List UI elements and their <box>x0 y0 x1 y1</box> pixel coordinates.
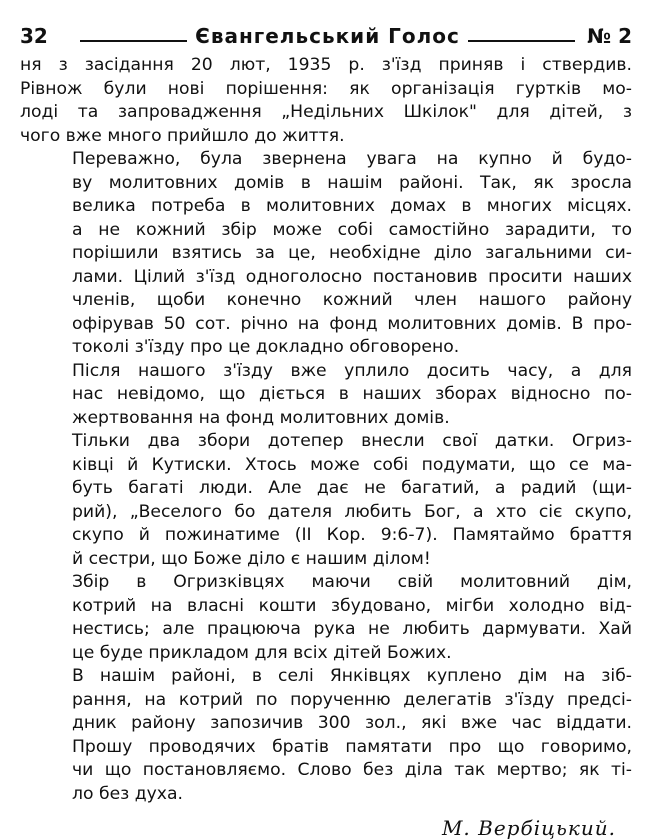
text-line: дник району запозичив 300 зол., які вже час віддати. <box>72 713 632 733</box>
text-line: Рівнож були нові порішення: як організація гуртків мо- <box>20 78 632 99</box>
text-line: велика потреба в молитовних домах в многих місцях. <box>72 196 632 216</box>
journal-title: Євангельський Голос <box>195 24 460 48</box>
text-line: буть багаті люди. Але дає не багатий, а радий (щи- <box>72 478 632 498</box>
text-line: Прошу проводячих братів памятати про що говоримо, <box>72 736 632 757</box>
text-line: рання, на котрий по порученню делегатів з'їзду предсі- <box>72 689 632 710</box>
page-header <box>20 18 632 48</box>
text-line: а не кожний збір може собі самостійно зарадити, то <box>72 219 632 240</box>
paragraph <box>20 571 632 665</box>
text-line: членів, щоби конечно кожний член нашого району <box>72 290 632 310</box>
text-line: й сестри, що Боже діло є нашим ділом! <box>72 548 431 569</box>
text-line: Після нашого з'їзду вже уплило досить часу, а для <box>72 360 632 381</box>
text-line: ву молитовних домів в нашім районі. Так, як зросла <box>72 172 632 193</box>
text-line: нас невідомо, що діється в наших зборах відносно по- <box>72 384 632 404</box>
header-rule-left <box>80 40 187 42</box>
text-line: Переважно, була звернена увага на купно й будо- <box>72 149 632 169</box>
signature: М. Вербіцький. <box>441 816 616 840</box>
text-line: чого вже много прийшло до життя. <box>20 125 345 146</box>
text-line: скупо й пожинатиме (II Кор. 9:6-7). Памятаймо браття <box>72 525 632 545</box>
paragraph <box>20 665 632 806</box>
page-number: 32 <box>20 24 48 48</box>
text-line: офірував 50 сот. річно на фонд молитовних домів. В про- <box>72 313 632 334</box>
article-body <box>20 54 632 806</box>
issue-number: № 2 <box>587 24 632 48</box>
paragraph <box>20 430 632 571</box>
text-line: порішили взятись за це, необхідне діло загальними си- <box>72 243 632 263</box>
text-line: В нашім районі, в селі Янківцях куплено дім на зіб- <box>72 666 632 686</box>
text-line: нестись; але працююча рука не любить дармувати. Хай <box>72 619 632 639</box>
paragraph <box>20 54 632 148</box>
text-line: лоді та запровадження „Недільних Шкілок" для дітей, з <box>20 102 632 122</box>
paragraph <box>20 148 632 360</box>
text-line: котрий на власні кошти збудовано, мігби холодно від- <box>72 595 632 616</box>
header-rule-right <box>468 40 575 42</box>
paragraph <box>20 360 632 431</box>
text-line: ківці й Кутиски. Хтось може собі подумати, що се ма- <box>72 454 632 475</box>
text-line: Тільки два збори дотепер внесли свої датки. Огриз- <box>72 431 632 451</box>
text-line: токолі з'їзду про це докладно обговорено. <box>72 337 460 357</box>
text-line: ня з засідання 20 лют, 1935 р. з'їзд приняв і ствердив. <box>20 55 632 75</box>
text-line: чи що постановляємо. Слово без діла так мертво; як ті- <box>72 760 632 780</box>
text-line: лами. Цілий з'їзд одноголосно постановив просити наших <box>72 266 632 287</box>
text-line: ло без духа. <box>72 783 183 804</box>
text-line: це буде прикладом для всіх дітей Божих. <box>72 642 452 663</box>
text-line: рий), „Веселого бо дателя любить Бог, а хто сіє скупо, <box>72 501 632 522</box>
text-line: Збір в Огризківцях маючи свій молитовний дім, <box>72 572 632 592</box>
text-line: жертвовання на фонд молитовних домів. <box>72 407 450 428</box>
